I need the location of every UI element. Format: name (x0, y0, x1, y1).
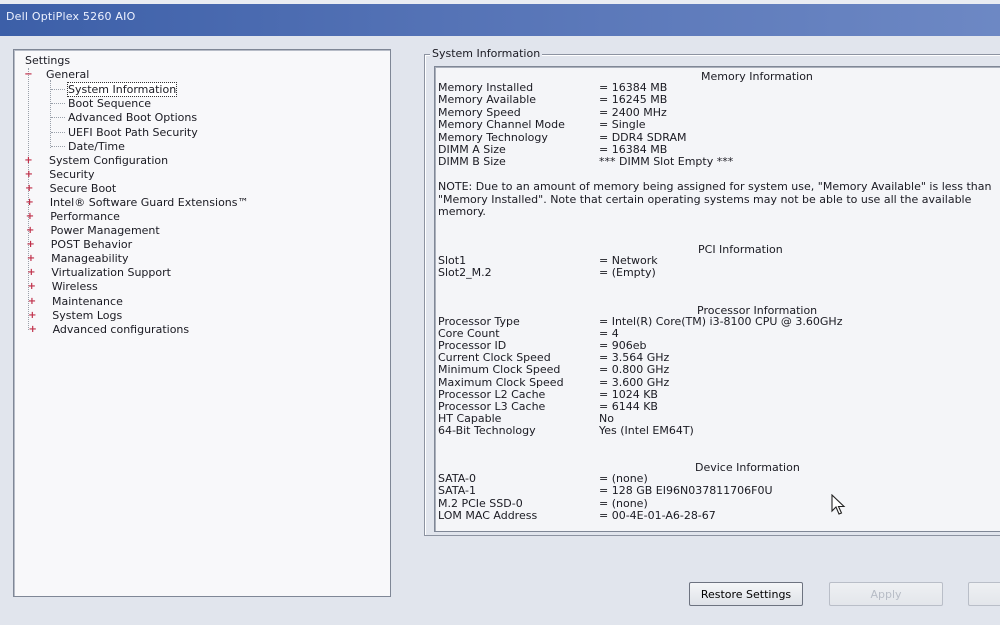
tree-item-power-management[interactable]: Power Management (50, 224, 160, 238)
window-title: Dell OptiPlex 5260 AIO (6, 10, 136, 23)
collapse-icon[interactable]: − (24, 69, 33, 80)
expand-icon[interactable]: + (24, 169, 34, 181)
info-label: LOM MAC Address (438, 509, 538, 523)
info-value: = (none) (599, 472, 648, 485)
info-label: Maximum Clock Speed (438, 375, 564, 389)
tree-guide-line (51, 146, 65, 147)
info-label: Slot1 (438, 254, 467, 267)
info-value: = 16384 MB (599, 81, 668, 94)
expand-icon[interactable]: + (27, 267, 36, 279)
tree-item-advanced-boot-options[interactable]: Advanced Boot Options (68, 111, 198, 125)
info-label: Processor ID (438, 339, 507, 353)
tree-item-virtualization-support[interactable]: Virtualization Support (51, 266, 171, 280)
apply-button[interactable]: Apply (829, 582, 943, 606)
exit-button-partial[interactable] (968, 582, 1000, 606)
expand-icon[interactable]: + (24, 183, 34, 195)
info-value: = 16384 MB (599, 143, 668, 156)
window-titlebar (0, 0, 1000, 36)
info-label: Minimum Clock Speed (438, 363, 561, 377)
tree-guide-line (51, 103, 65, 104)
pci-section-title: PCI Information (698, 243, 783, 256)
tree-item-intel-software-guard-extensions[interactable]: Intel® Software Guard Extensions™ (49, 196, 249, 210)
info-label: Memory Channel Mode (438, 118, 565, 132)
group-title: System Information (432, 47, 541, 60)
info-label: Processor Type (438, 315, 520, 328)
tree-item-advanced-configurations[interactable]: Advanced configurations (52, 322, 190, 336)
tree-guide-line (51, 132, 65, 133)
expand-icon[interactable]: + (25, 197, 34, 209)
info-label: 64-Bit Technology (438, 423, 536, 437)
expand-icon[interactable]: + (26, 239, 35, 251)
tree-guide-line (51, 117, 65, 118)
memory-note: NOTE: Due to an amount of memory being assigned for system use, "Memory Available" is less than "Memory Installed". Note that certain operating systems may not be able to use all the available memory. (438, 180, 992, 218)
info-label: SATA-1 (438, 484, 476, 498)
tree-item-maintenance[interactable]: Maintenance (52, 294, 123, 308)
info-label: Current Clock Speed (438, 351, 551, 365)
info-value: = 3.600 GHz (599, 375, 670, 389)
tree-item-performance[interactable]: Performance (50, 210, 120, 224)
tree-item-wireless[interactable]: Wireless (51, 280, 98, 294)
tree-root-label: Settings (25, 54, 71, 67)
info-value: = 6144 KB (599, 399, 658, 413)
tree-item-system-configuration[interactable]: System Configuration (49, 154, 169, 167)
device-section-title: Device Information (695, 461, 800, 474)
info-label: SATA-0 (438, 472, 476, 485)
info-value: = Network (599, 254, 658, 267)
info-value: Yes (Intel EM64T) (599, 423, 694, 437)
expand-icon[interactable]: + (25, 211, 35, 223)
tree-guide-line (51, 89, 65, 90)
info-value: = 906eb (599, 339, 647, 353)
tree-item-secure-boot[interactable]: Secure Boot (49, 182, 117, 196)
info-label: Memory Speed (438, 105, 521, 119)
info-value: = 128 GB EI96N037811706F0U (599, 484, 773, 498)
info-label: HT Capable (438, 411, 502, 425)
info-value: = 00-4E-01-A6-28-67 (599, 509, 716, 523)
tree-item-date-time[interactable]: Date/Time (68, 139, 125, 153)
restore-settings-button[interactable]: Restore Settings (689, 582, 803, 606)
info-value: = Intel(R) Core(TM) i3-8100 CPU @ 3.60GHz (599, 315, 843, 328)
info-value: = 3.564 GHz (599, 351, 670, 365)
info-value: = 1024 KB (599, 387, 658, 401)
processor-section-title: Processor Information (697, 304, 818, 317)
info-label: Core Count (438, 327, 500, 341)
info-label: Memory Installed (438, 81, 534, 94)
mouse-cursor-icon (831, 494, 847, 516)
settings-tree[interactable] (13, 49, 391, 597)
info-value: = (none) (599, 496, 648, 510)
info-value: = 0.800 GHz (599, 363, 670, 377)
tree-guide-line (50, 80, 51, 148)
info-label: Slot2_M.2 (438, 266, 492, 280)
tree-item-uefi-boot-path-security[interactable]: UEFI Boot Path Security (68, 125, 198, 139)
expand-icon[interactable]: + (24, 155, 33, 166)
tree-item-security[interactable]: Security (49, 168, 95, 182)
tree-item-boot-sequence[interactable]: Boot Sequence (68, 97, 152, 111)
info-label: Memory Technology (438, 130, 548, 144)
expand-icon[interactable]: + (26, 253, 36, 265)
info-value: No (599, 411, 614, 425)
info-value: = (Empty) (599, 266, 656, 280)
expand-icon[interactable]: + (27, 295, 37, 307)
memory-section-title: Memory Information (701, 70, 813, 83)
info-value: = Single (599, 118, 646, 132)
info-value: = 4 (599, 327, 619, 341)
info-label: Processor L2 Cache (438, 387, 546, 401)
expand-icon[interactable]: + (27, 281, 36, 293)
tree-item-post-behavior[interactable]: POST Behavior (50, 238, 133, 252)
info-label: DIMM A Size (438, 143, 506, 156)
tree-item-general[interactable]: General (46, 68, 90, 81)
expand-icon[interactable]: + (28, 323, 37, 335)
tree-item-system-logs[interactable]: System Logs (52, 308, 123, 322)
expand-icon[interactable]: + (26, 225, 35, 237)
tree-item-system-information[interactable]: System Information (68, 83, 177, 96)
info-value: = 2400 MHz (599, 105, 667, 119)
info-value: *** DIMM Slot Empty *** (599, 155, 734, 169)
info-label: Memory Available (438, 93, 537, 107)
info-value: = DDR4 SDRAM (599, 130, 687, 144)
info-label: Processor L3 Cache (438, 399, 546, 413)
info-value: = 16245 MB (599, 93, 668, 107)
info-label: M.2 PCIe SSD-0 (438, 496, 523, 510)
tree-item-manageability[interactable]: Manageability (51, 252, 129, 266)
info-label: DIMM B Size (438, 155, 506, 169)
expand-icon[interactable]: + (28, 309, 37, 321)
